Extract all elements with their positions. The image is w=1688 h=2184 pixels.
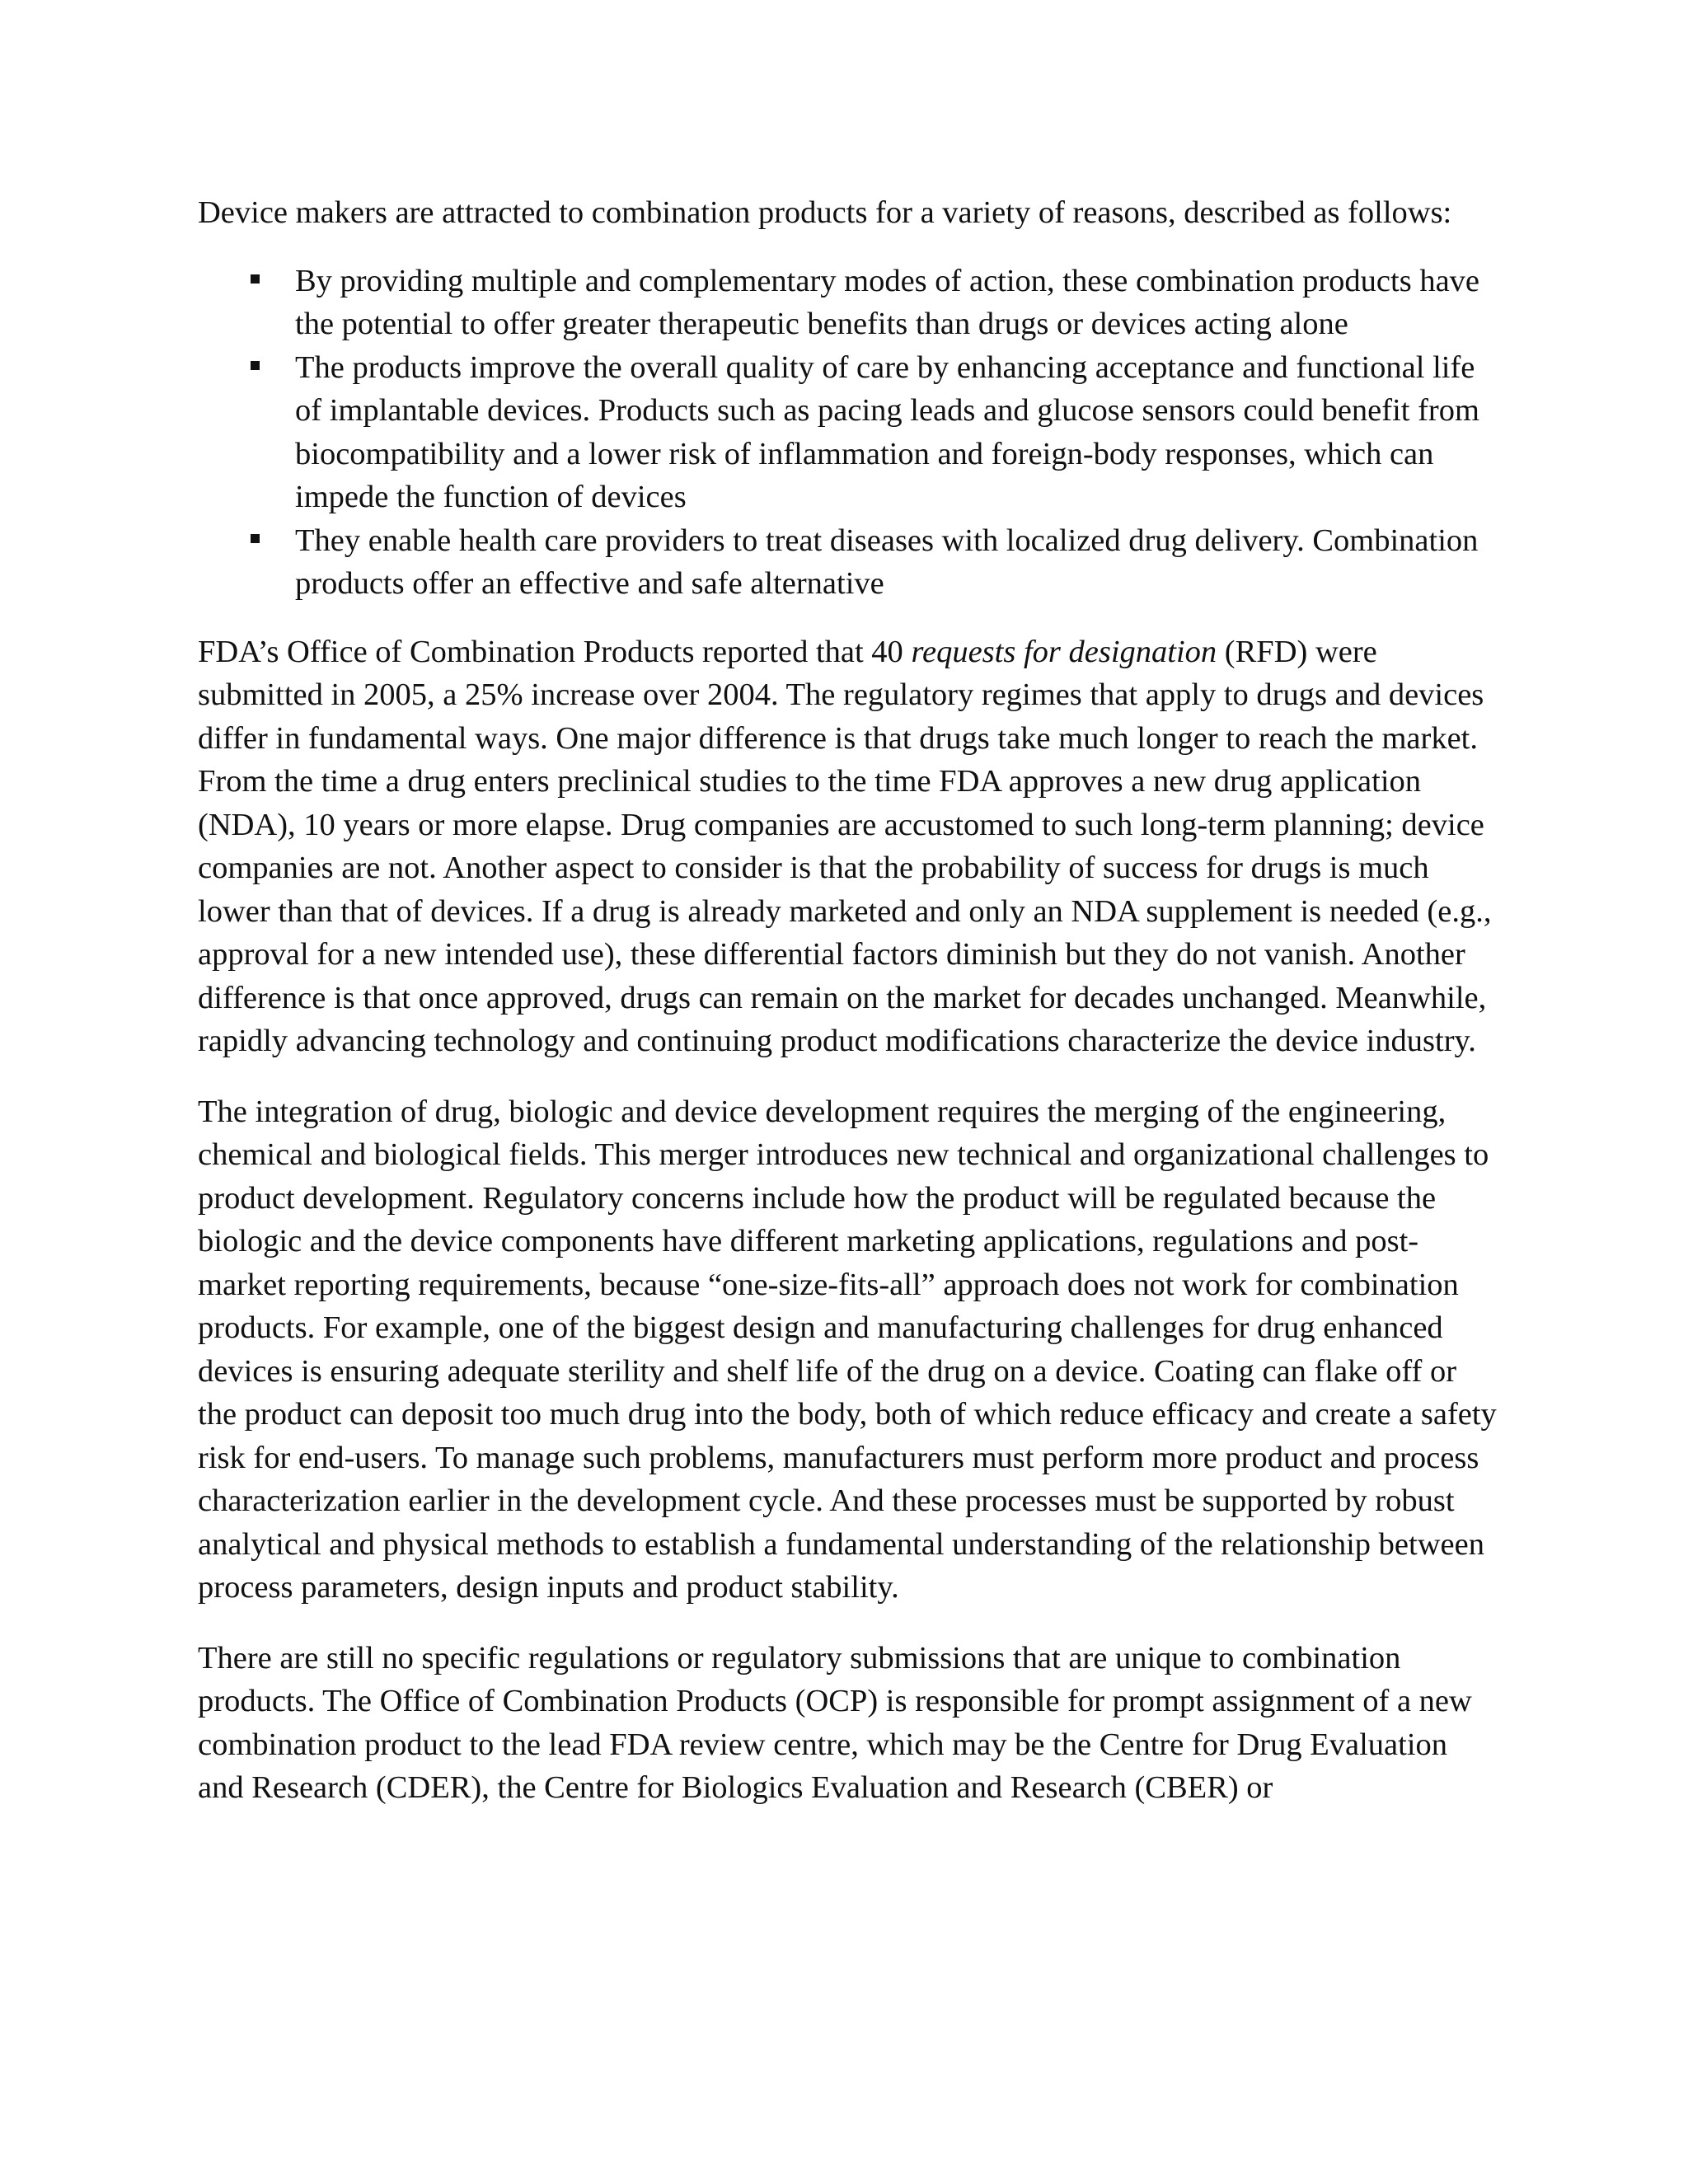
intro-paragraph: Device makers are attracted to combination products for a variety of reasons, described as follows: <box>198 195 1452 230</box>
bullet-square-icon <box>251 274 260 284</box>
list-item <box>198 519 1500 606</box>
bullet-square-icon <box>251 361 260 370</box>
list-item <box>198 346 1500 519</box>
rfd-paragraph <box>198 630 1500 1063</box>
integration-paragraph: The integration of drug, biologic and device development requires the merging of the engineering, chemical and biological fields. This merger introduces new technical and organizational challenges to product development. Regulatory concerns include how the product will be regulated because the biologic and the device components have different marketing applications, regulations and post-market reporting requirements, because “one-size-fits-all” approach does not work for combination products. For example, one of the biggest design and manufacturing challenges for drug enhanced devices is ensuring adequate sterility and shelf life of the drug on a device. Coating can flake off or the product can deposit too much drug into the body, both of which reduce efficacy and create a safety risk for end-users. To manage such problems, manufacturers must perform more product and process characterization earlier in the development cycle. And these processes must be supported by robust analytical and physical methods to establish a fundamental understanding of the relationship between process parameters, design inputs and product stability. <box>198 1094 1497 1605</box>
bullet-square-icon <box>251 534 260 543</box>
list-item <box>198 260 1500 346</box>
rfd-text-after: (RFD) were submitted in 2005, a 25% increase over 2004. The regulatory regimes that apply to drugs and devices differ in fundamental ways. One major difference is that drugs take much longer to reach the market. From the time a drug enters preclinical studies to the time FDA approves a new drug application (NDA), 10 years or more elapse. Drug companies are accustomed to such long-term planning; device companies are not. Another aspect to consider is that the probability of success for drugs is much lower than that of devices. If a drug is already marketed and only an NDA supplement is needed (e.g., approval for a new intended use), these differential factors diminish but they do not vanish. Another difference is that once approved, drugs can remain on the market for decades unchanged. Meanwhile, rapidly advancing technology and continuing product modifications characterize the device industry. <box>198 634 1492 1058</box>
document-page <box>198 191 1500 1837</box>
rfd-text-before: FDA’s Office of Combination Products reported that 40 <box>198 634 912 669</box>
regulations-paragraph: There are still no specific regulations or regulatory submissions that are unique to combination products. The Office of Combination Products (OCP) is responsible for prompt assignment of a new combination product to the lead FDA review centre, which may be the Centre for Drug Evaluation and Research (CDER), the Centre for Biologics Evaluation and Research (CBER) or <box>198 1640 1472 1805</box>
benefits-list <box>198 260 1500 606</box>
rfd-term: requests for designation <box>911 634 1217 669</box>
list-item-text: They enable health care providers to treat diseases with localized drug delivery. Combination products offer an effective and safe alternative <box>295 523 1479 601</box>
list-item-text: The products improve the overall quality of care by enhancing acceptance and functional life of implantable devices. Products such as pacing leads and glucose sensors could benefit from biocompatibility and a lower risk of inflammation and foreign-body responses, which can impede the function of devices <box>295 349 1479 514</box>
list-item-text: By providing multiple and complementary modes of action, these combination products have the potential to offer greater therapeutic benefits than drugs or devices acting alone <box>295 263 1480 341</box>
